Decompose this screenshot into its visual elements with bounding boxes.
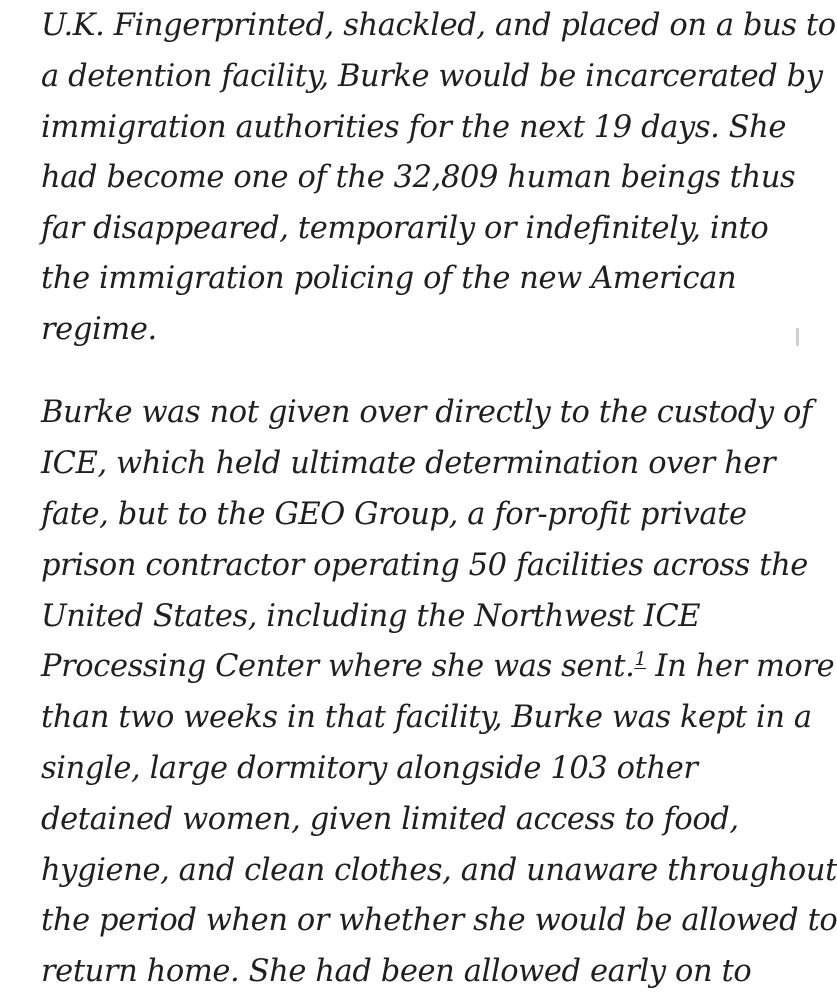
- paragraph-2-line-8: single, large dormitory alongside 103 other: [41, 751, 698, 786]
- paragraph-2-line-4: prison contractor operating 50 facilities across the: [41, 548, 808, 583]
- paragraph-2-line-7: than two weeks in that facility, Burke was kept in a: [41, 700, 812, 735]
- footnote-link[interactable]: 1: [634, 648, 647, 670]
- paragraph-1-line-5: far disappeared, temporarily or indefinitely, into: [41, 211, 769, 246]
- paragraph-1-line-6: the immigration policing of the new American: [41, 261, 737, 296]
- paragraph-1-line-4: had become one of the 32,809 human beings thus: [41, 160, 796, 195]
- paragraph-2-line-10: hygiene, and clean clothes, and unaware throughout: [41, 853, 837, 888]
- paragraph-2-line-12: return home. She had been allowed early on to: [41, 954, 752, 989]
- paragraph-1-line-3: immigration authorities for the next 19 days. She: [41, 110, 787, 145]
- paragraph-2-line-2: ICE, which held ultimate determination over her: [41, 446, 776, 481]
- scrollbar-thumb[interactable]: [796, 328, 799, 346]
- paragraph-2-line-6: [41, 647, 834, 687]
- paragraph-2-line-1: Burke was not given over directly to the custody of: [41, 395, 812, 430]
- paragraph-2-line-3: fate, but to the GEO Group, a for-profit private: [41, 497, 747, 532]
- paragraph-1-line-7: regime.: [41, 312, 157, 347]
- footnote-line-after: In her more: [646, 649, 835, 684]
- paragraph-1-line-1: U.K. Fingerprinted, shackled, and placed on a bus to: [41, 8, 836, 43]
- paragraph-2-line-5: United States, including the Northwest ICE: [41, 599, 701, 634]
- footnote-line-before: Processing Center where she was sent.: [41, 649, 635, 684]
- paragraph-2-line-9: detained women, given limited access to food,: [41, 802, 739, 837]
- paragraph-2-line-11: the period when or whether she would be allowed to: [41, 903, 837, 938]
- paragraph-1-line-2: a detention facility, Burke would be incarcerated by: [41, 59, 823, 94]
